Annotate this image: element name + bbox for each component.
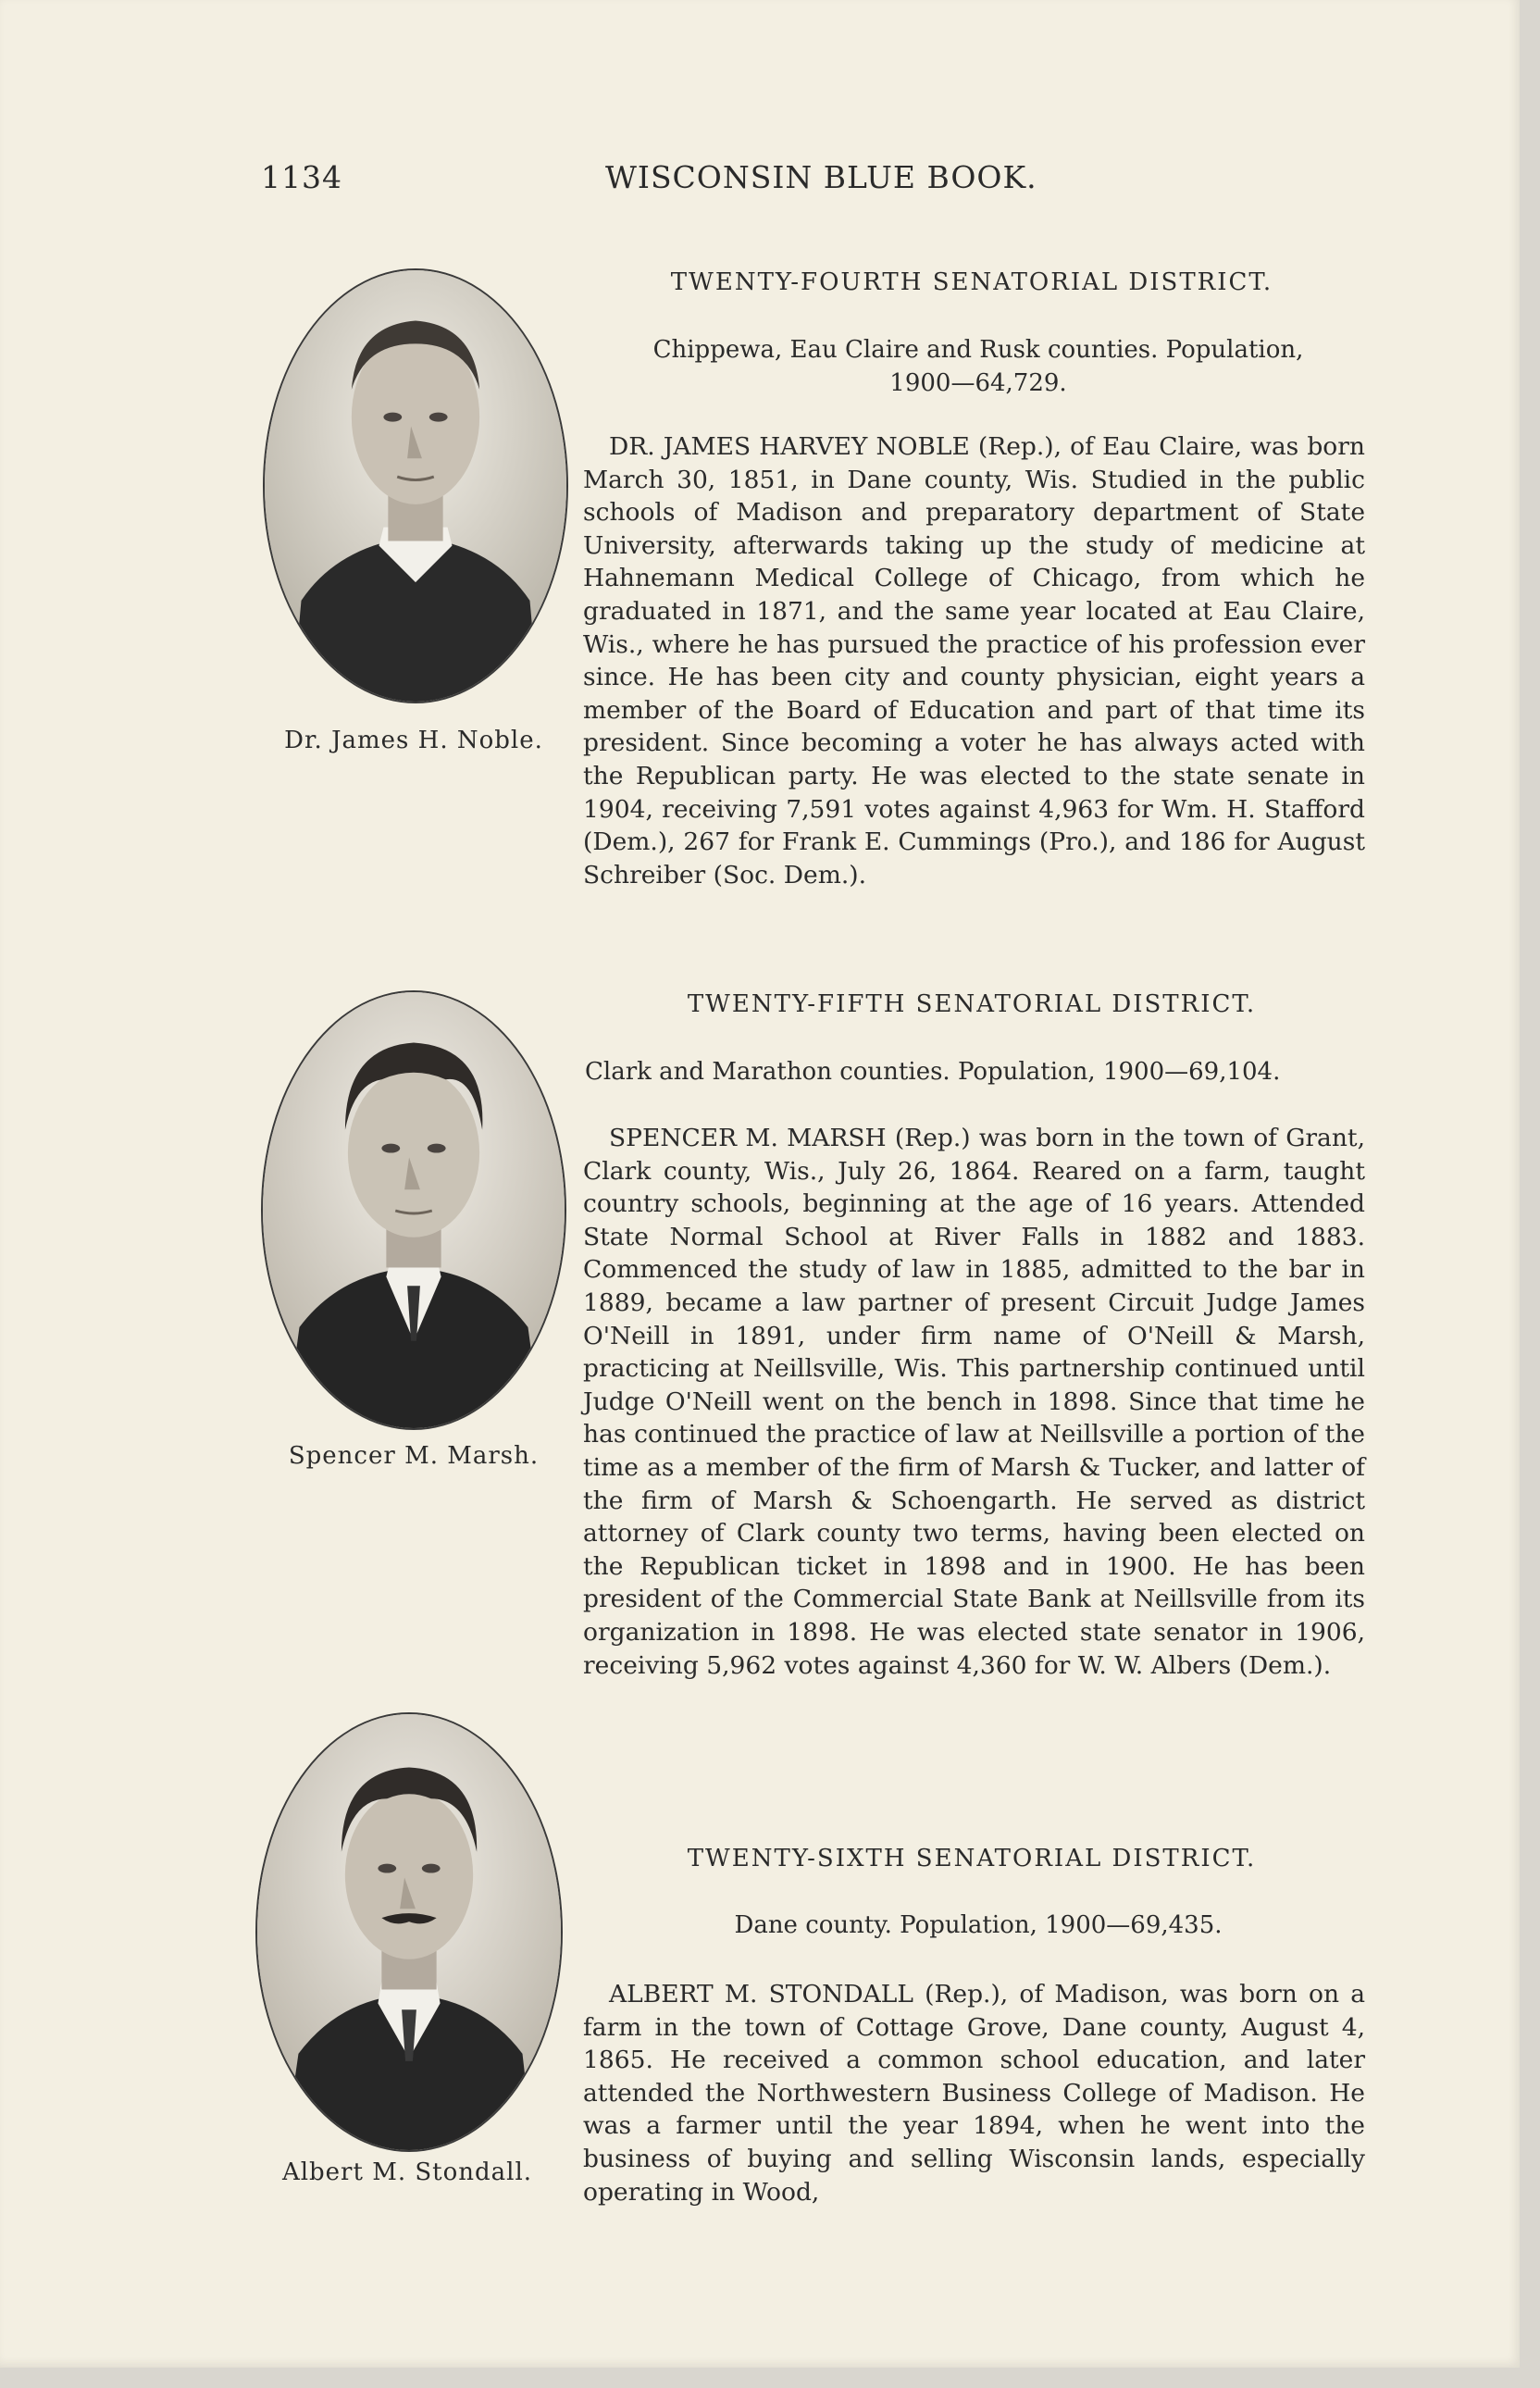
page-number: 1134 — [261, 159, 342, 195]
portrait-caption-noble: Dr. James H. Noble. — [284, 727, 543, 754]
counties-line-24a: Chippewa, Eau Claire and Rusk counties. Population, — [652, 336, 1304, 364]
district-heading-25: TWENTY-FIFTH SENATORIAL DISTRICT. — [687, 990, 1257, 1018]
portrait-noble-illustration — [265, 270, 566, 702]
book-title: WISCONSIN BLUE BOOK. — [605, 159, 1037, 195]
portrait-marsh-illustration — [263, 992, 565, 1428]
counties-line-25: Clark and Marathon counties. Population, 1900—69,104. — [585, 1058, 1281, 1086]
biography-stondall: ALBERT M. STONDALL (Rep.), of Madison, was born on a farm in the town of Cottage Grove, Dane county, August 4, 1865. He received a common school education, and later attended the Northwestern Business College of Madison. He was a farmer until the year 1894, when he went into the business of buying and selling Wisconsin lands, especially operating in Wood, — [583, 1980, 1365, 2207]
district-heading-26: TWENTY-SIXTH SENATORIAL DISTRICT. — [687, 1845, 1257, 1872]
portrait-caption-stondall: Albert M. Stondall. — [281, 2158, 533, 2186]
portrait-marsh — [261, 990, 566, 1430]
counties-line-24b: 1900—64,729. — [889, 369, 1067, 397]
portrait-noble — [263, 268, 568, 703]
running-head — [261, 159, 1372, 205]
district-heading-24: TWENTY-FOURTH SENATORIAL DISTRICT. — [670, 268, 1273, 296]
biography-noble: DR. JAMES HARVEY NOBLE (Rep.), of Eau Claire, was born March 30, 1851, in Dane county, Wis. Studied in the public schools of Madison and preparatory department of State University, afterwards taking up the study of medicine at Hahnemann Medical College of Chicago, from which he graduated in 1871, and the same year located at Eau Claire, Wis., where he has pursued the practice of his profession ever since. He has been city and county physician, eight years a member of the Board of Education and part of that time its president. Since becoming a voter he has always acted with the Republican party. He was elected to the state senate in 1904, receiving 7,591 votes against 4,963 for Wm. H. Stafford (Dem.), 267 for Frank E. Cummings (Pro.), and 186 for August Schreiber (Soc. Dem.). — [583, 432, 1365, 889]
portrait-stondall-illustration — [257, 1714, 561, 2150]
portrait-caption-marsh: Spencer M. Marsh. — [288, 1442, 540, 1470]
biography-marsh: SPENCER M. MARSH (Rep.) was born in the town of Grant, Clark county, Wis., July 26, 1864. Reared on a farm, taught country schools, beginning at the age of 16 years. Attended State Normal School at River Falls in 1882 and 1883. Commenced the study of law in 1885, admitted to the bar in 1889, became a law partner of present Circuit Judge James O'Neill in 1891, under firm name of O'Neill & Marsh, practicing at Neillsville, Wis. This partnership continued until Judge O'Neill went on the bench in 1898. Since that time he has continued the practice of law at Neillsville a portion of the time as a member of the firm of Marsh & Tucker, and latter of the firm of Marsh & Schoengarth. He served as district attorney of Clark county two terms, having been elected on the Republican ticket in 1898 and in 1900. He has been president of the Commercial State Bank at Neillsville from its organization in 1898. He was elected state senator in 1906, receiving 5,962 votes against 4,360 for W. W. Albers (Dem.). — [583, 1124, 1365, 1680]
portrait-stondall — [255, 1712, 563, 2152]
counties-line-26: Dane county. Population, 1900—69,435. — [734, 1911, 1223, 1939]
